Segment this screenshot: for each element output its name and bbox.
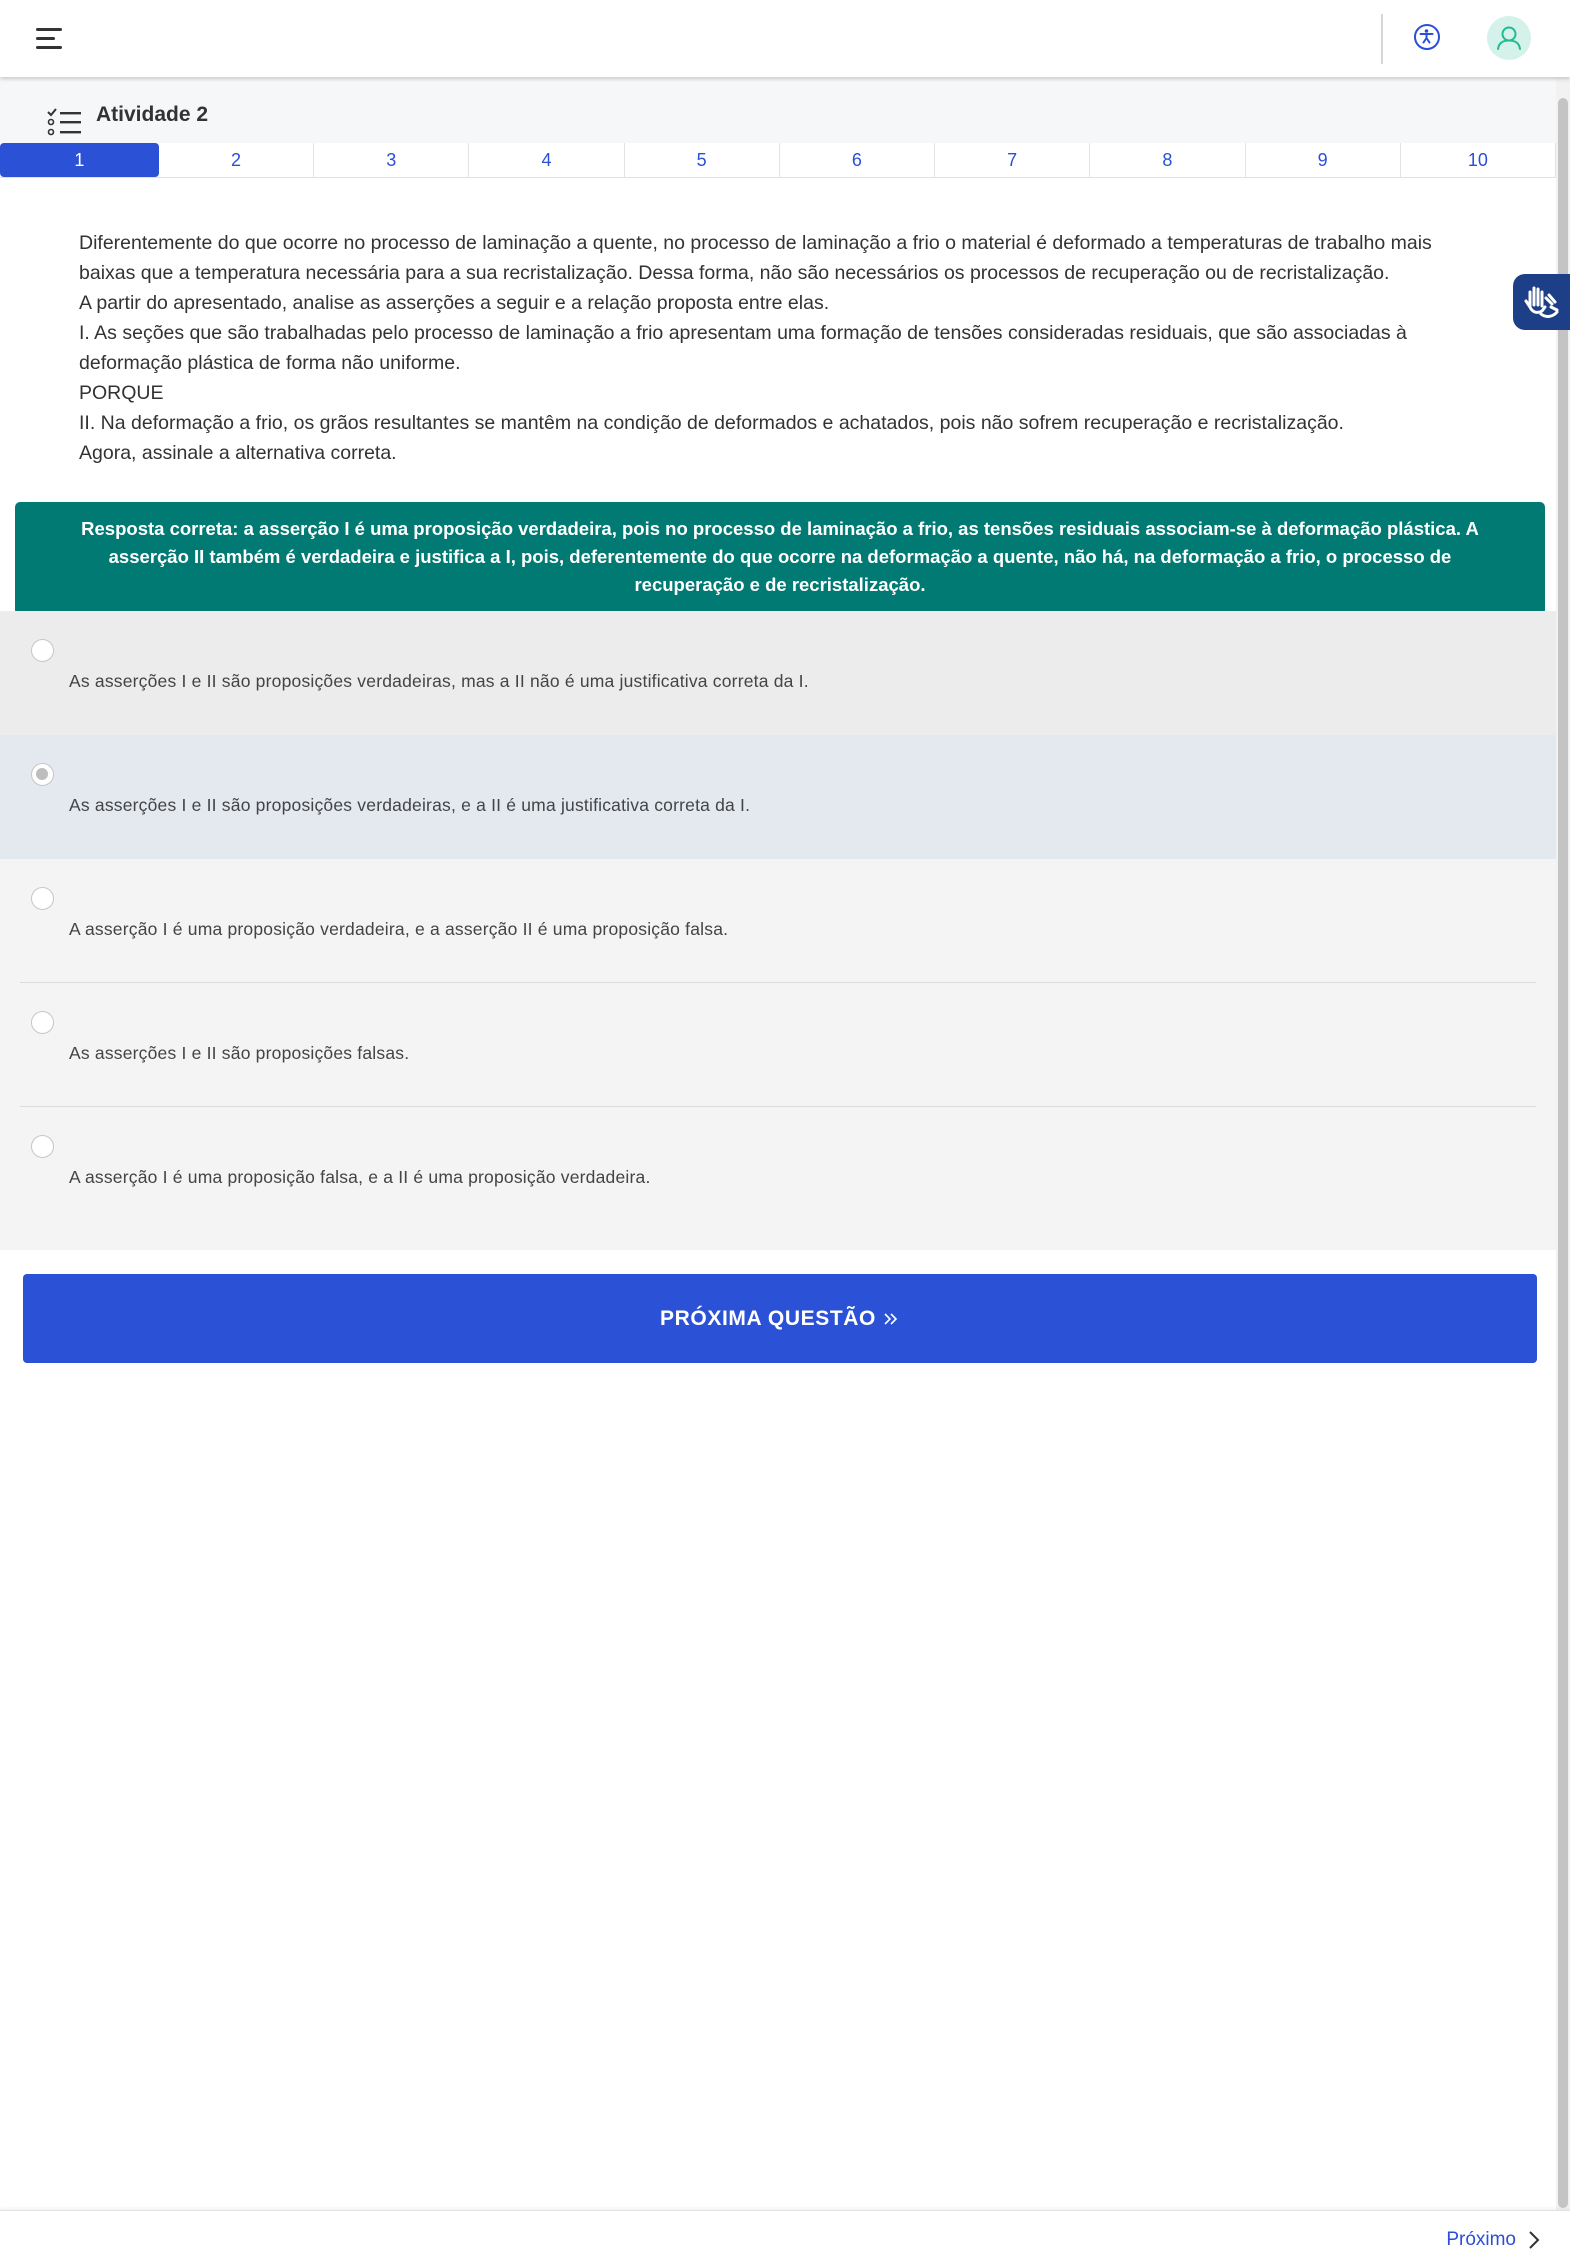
menu-button[interactable] — [34, 24, 64, 54]
accessibility-icon — [1416, 26, 1437, 47]
scrollbar-thumb[interactable] — [1558, 98, 1568, 2208]
option-label: As asserções I e II são proposições verdadeiras, e a II é uma justificativa correta da I. — [69, 795, 751, 815]
double-chevron-right-icon — [882, 1311, 900, 1327]
top-bar — [0, 0, 1570, 77]
question-paragraph: PORQUE — [79, 382, 164, 404]
sign-language-hands-icon — [1513, 274, 1570, 330]
tab-question-10[interactable]: 10 — [1401, 143, 1556, 177]
tab-question-4[interactable]: 4 — [469, 143, 624, 177]
option-radio[interactable] — [31, 1135, 54, 1158]
option-label: As asserções I e II são proposições falsas. — [69, 1043, 410, 1063]
question-tabs — [0, 143, 1556, 178]
option-radio[interactable] — [31, 639, 54, 662]
footer-next-label: Próximo — [1446, 2229, 1516, 2250]
tab-question-1[interactable]: 1 — [0, 143, 159, 177]
hamburger-line — [36, 37, 55, 40]
option-radio[interactable] — [31, 763, 54, 786]
header-divider — [1381, 14, 1383, 64]
answer-option[interactable] — [0, 735, 1556, 859]
answer-option[interactable] — [0, 1107, 1556, 1231]
sign-language-button[interactable] — [1513, 274, 1570, 330]
tab-question-9[interactable]: 9 — [1246, 143, 1401, 177]
activity-title: Atividade 2 — [96, 103, 209, 126]
option-label: A asserção I é uma proposição falsa, e a II é uma proposição verdadeira. — [69, 1167, 651, 1187]
chevron-right-icon — [1528, 2230, 1540, 2250]
question-paragraph: I. As seções que são trabalhadas pelo processo de laminação a frio apresentam uma formação de tensões consideradas residuais, que são associadas à deformação plástica de forma não uniforme. — [79, 322, 1407, 374]
question-paragraph: II. Na deformação a frio, os grãos resultantes se mantêm na condição de deformados e achatados, pois não sofrem recuperação e recristalização. — [79, 412, 1344, 434]
question-paragraph: A partir do apresentado, analise as asserções a seguir e a relação proposta entre elas. — [79, 292, 830, 314]
tab-question-6[interactable]: 6 — [780, 143, 935, 177]
checklist-icon — [46, 107, 82, 137]
question-paragraph: Diferentemente do que ocorre no processo de laminação a quente, no processo de laminação a frio o material é deformado a temperaturas de trabalho mais baixas que a temperatura necessária para a sua recristalização. Dessa forma, não são necessários os processos de recuperação ou de recristalização. — [79, 232, 1432, 284]
option-label: A asserção I é uma proposição verdadeira, e a asserção II é uma proposição falsa. — [69, 919, 729, 939]
option-radio[interactable] — [31, 887, 54, 910]
answer-options — [0, 615, 1556, 1250]
option-label: As asserções I e II são proposições verdadeiras, mas a II não é uma justificativa correta da I. — [69, 671, 809, 691]
tab-question-5[interactable]: 5 — [625, 143, 780, 177]
tab-question-7[interactable]: 7 — [935, 143, 1090, 177]
footer-next-link[interactable] — [1446, 2229, 1540, 2251]
next-question-label: PRÓXIMA QUESTÃO — [660, 1306, 876, 1330]
tab-question-8[interactable]: 8 — [1090, 143, 1245, 177]
user-avatar-icon — [1487, 16, 1531, 60]
option-radio[interactable] — [31, 1011, 54, 1034]
next-question-button[interactable] — [23, 1274, 1537, 1363]
hamburger-line — [36, 46, 62, 49]
tab-question-2[interactable]: 2 — [159, 143, 314, 177]
hamburger-menu-icon — [36, 28, 62, 31]
user-avatar[interactable] — [1487, 16, 1531, 60]
correct-answer-feedback: Resposta correta: a asserção I é uma proposição verdadeira, pois no processo de laminação a frio, as tensões residuais associam-se à deformação plástica. A asserção II também é verdadeira e justifica a I, pois, deferentemente do que ocorre na deformação a quente, não há, na deformação a frio, o processo de recuperação e de recristalização. — [15, 502, 1545, 615]
question-text — [79, 228, 1479, 468]
answer-option[interactable] — [0, 611, 1556, 735]
answer-option[interactable] — [0, 983, 1556, 1107]
question-paragraph: Agora, assinale a alternativa correta. — [79, 442, 397, 464]
tab-question-3[interactable]: 3 — [314, 143, 469, 177]
accessibility-button[interactable] — [1414, 24, 1440, 50]
footer-bar — [0, 2210, 1570, 2268]
answer-option[interactable] — [0, 859, 1556, 983]
